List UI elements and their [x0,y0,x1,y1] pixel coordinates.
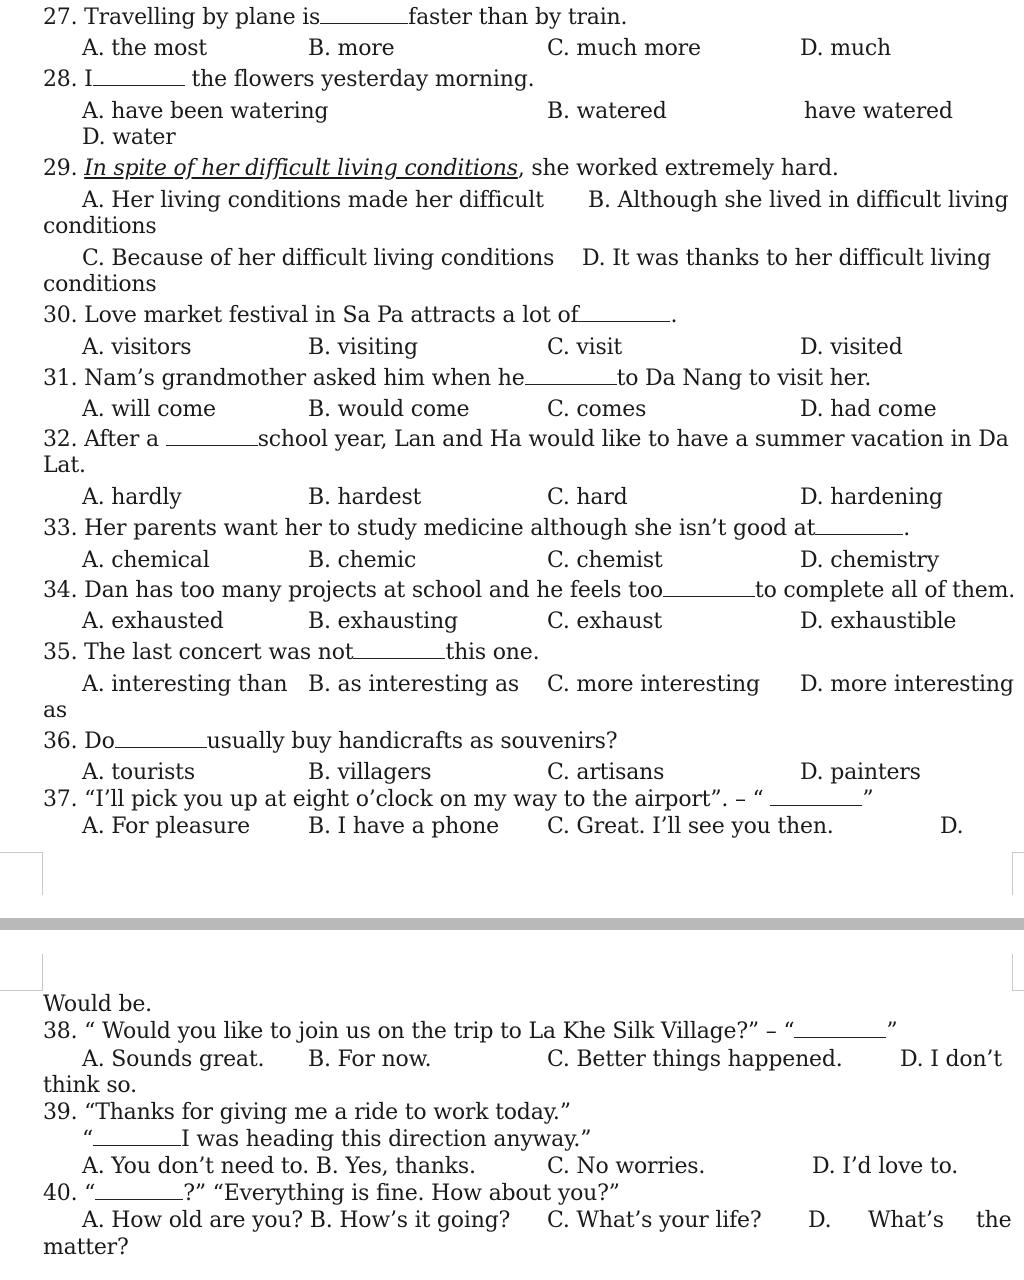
option-a: A. chemical [82,548,210,573]
option-a: A. For pleasure [82,814,250,839]
answer-blank [93,67,185,86]
option-c: C. chemist [547,548,663,573]
question-32-stem: 32. After a school year, Lan and Ha would like to have a summer vacation in Da [43,427,1009,452]
option-d: D. much [800,36,891,61]
option-d: D. [940,814,964,839]
option-a: A. hardly [82,485,182,510]
option-a: A. interesting than [82,672,288,697]
option-c: C. more interesting [547,672,760,697]
question-37-stem: 37. “I’ll pick you up at eight o’clock on my way to the airport”. – “ ” [43,787,874,812]
option-d: D. It was thanks to her difficult living [582,246,991,271]
option-b: B. more [308,36,395,61]
margin-corner-mark [0,954,43,991]
question-39-reply: “ I was heading this direction anyway.” [82,1127,592,1152]
option-a: A. tourists [82,760,195,785]
option-c: C. visit [547,335,623,360]
option-b-continued: conditions [43,214,157,239]
option-d: D. had come [800,397,937,422]
answer-blank [353,640,445,659]
option-a: A. Her living conditions made her difficult [82,188,544,213]
option-a-b: A. You don’t need to. B. Yes, thanks. [82,1154,476,1179]
option-b: B. would come [308,397,470,422]
question-40-stem: 40. “ ?” “Everything is fine. How about you?” [43,1181,620,1206]
option-b: B. chemic [308,548,417,573]
option-d: D. painters [800,760,921,785]
option-c: C. artisans [547,760,665,785]
option-b: B. For now. [308,1047,432,1072]
answer-blank [166,427,258,446]
option-d-continued: think so. [43,1073,137,1098]
option-b: B. visiting [308,335,418,360]
underlined-phrase: In spite of her difficult living conditions [84,156,518,181]
question-36-stem: 36. Do usually buy handicrafts as souvenirs? [43,729,618,754]
option-c: C. Great. I’ll see you then. [547,814,834,839]
option-a: A. the most [82,36,207,61]
option-c: C. Better things happened. [547,1047,843,1072]
option-b: B. I have a phone [308,814,499,839]
option-c: C. comes [547,397,647,422]
option-d: D. chemistry [800,548,939,573]
option-a-b: A. How old are you? B. How’s it going? [82,1208,511,1233]
question-35-stem: 35. The last concert was not this one. [43,640,540,665]
option-c: C. much more [547,36,701,61]
question-27-stem: 27. Travelling by plane is faster than by train. [43,5,628,30]
option-d: D. water [82,125,176,150]
question-31-stem: 31. Nam’s grandmother asked him when he to Da Nang to visit her. [43,366,872,391]
option-c: C. Because of her difficult living conditions [82,246,555,271]
option-a: A. exhausted [82,609,224,634]
question-28-stem: 28. I the flowers yesterday morning. [43,67,535,92]
answer-blank [770,787,862,806]
option-c: have watered [804,99,953,124]
option-c: C. exhaust [547,609,663,634]
option-c: C. No worries. [547,1154,706,1179]
option-b: B. villagers [308,760,432,785]
question-34-stem: 34. Dan has too many projects at school and he feels too to complete all of them. [43,578,1016,603]
margin-corner-mark [0,852,43,895]
margin-corner-mark [1012,954,1024,991]
option-d-word: the [976,1208,1012,1233]
option-d: D. I don’t [900,1047,1002,1072]
option-c: C. hard [547,485,628,510]
option-b: B. exhausting [308,609,458,634]
option-d-continued: matter? [43,1235,129,1260]
answer-blank [663,578,755,597]
option-d-word: What’s [868,1208,944,1233]
option-b: B. as interesting as [308,672,519,697]
option-a: A. have been watering [82,99,329,124]
option-b: B. Although she lived in difficult living [588,188,1009,213]
answer-blank [815,516,903,535]
option-d-continued: Would be. [43,992,152,1017]
option-d: D. [808,1208,832,1233]
option-d: D. more interesting [800,672,1014,697]
answer-blank [93,1127,181,1146]
question-32-continued: Lat. [43,453,86,478]
option-d: D. I’d love to. [812,1154,959,1179]
option-d-continued: conditions [43,272,157,297]
option-c: C. What’s your life? [547,1208,762,1233]
margin-corner-mark [1012,852,1024,895]
question-38-stem: 38. “ Would you like to join us on the trip to La Khe Silk Village?” – “ ” [43,1019,898,1044]
option-a: A. Sounds great. [82,1047,265,1072]
answer-blank [578,303,670,322]
question-39-stem: 39. “Thanks for giving me a ride to work today.” [43,1100,571,1125]
option-d-continued: as [43,698,68,723]
option-d: D. visited [800,335,903,360]
answer-blank [525,366,617,385]
option-d: D. exhaustible [800,609,957,634]
answer-blank [115,729,207,748]
option-a: A. visitors [82,335,192,360]
question-33-stem: 33. Her parents want her to study medicine although she isn’t good at . [43,516,911,541]
answer-blank [320,5,408,24]
option-d: D. hardening [800,485,943,510]
option-a: A. will come [82,397,216,422]
answer-blank [95,1181,183,1200]
question-29-stem: 29. In spite of her difficult living conditions, she worked extremely hard. [43,156,839,181]
answer-blank [794,1019,886,1038]
option-b: B. watered [547,99,667,124]
option-b: B. hardest [308,485,422,510]
question-30-stem: 30. Love market festival in Sa Pa attracts a lot of . [43,303,678,328]
page-separator [0,918,1024,930]
document-page-2 [0,930,1024,1280]
